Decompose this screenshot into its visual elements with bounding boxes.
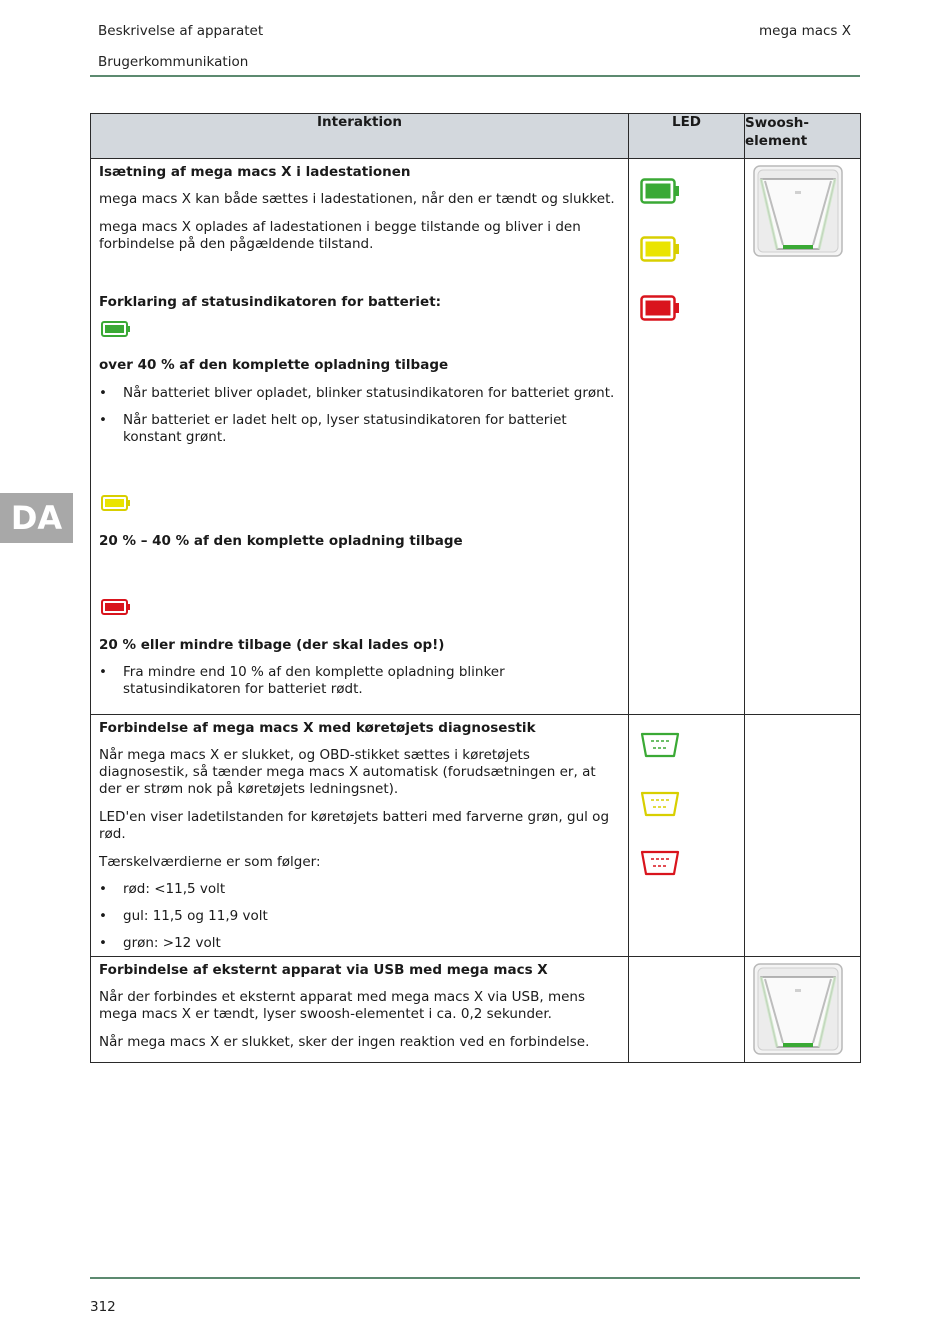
header-rule bbox=[90, 75, 860, 77]
device-swoosh-image bbox=[753, 165, 843, 257]
column-header-led: LED bbox=[629, 114, 745, 159]
header-subsection-title: Brugerkommunikation bbox=[98, 54, 249, 70]
row1-led-cell bbox=[629, 159, 745, 715]
row1-title: Isætning af mega macs X i ladestationen bbox=[99, 164, 411, 180]
battery-red-icon bbox=[640, 295, 680, 321]
threshold-list bbox=[99, 881, 618, 952]
header-product-name: mega macs X bbox=[758, 23, 851, 39]
row3-led-cell bbox=[629, 957, 745, 1063]
red-level-heading: 20 % eller mindre tilbage (der skal lades op!) bbox=[99, 637, 445, 653]
table-header-row bbox=[91, 114, 861, 159]
swoosh-header-line1: Swoosh- bbox=[745, 115, 809, 131]
row3-title: Forbindelse af eksternt apparat via USB med mega macs X bbox=[99, 962, 548, 978]
interaction-table bbox=[90, 113, 861, 1063]
row3-paragraph-2: Når mega macs X er slukket, sker der ingen reaktion ved en forbindelse. bbox=[99, 1034, 590, 1050]
obd-red-icon bbox=[640, 850, 680, 876]
language-tab: DA bbox=[0, 493, 73, 543]
row1-swoosh-cell bbox=[745, 159, 861, 715]
battery-red-icon bbox=[101, 599, 131, 615]
battery-green-icon bbox=[101, 321, 131, 337]
row2-paragraph-3: Tærskelværdierne er som følger: bbox=[99, 854, 321, 870]
row2-swoosh-cell bbox=[745, 715, 861, 957]
swoosh-header-line2: element bbox=[745, 133, 808, 149]
red-level-list bbox=[99, 664, 618, 698]
obd-green-icon bbox=[640, 732, 680, 758]
row2-paragraph-2: LED'en viser ladetilstanden for køretøjets batteri med farverne grøn, gul og rød. bbox=[99, 809, 610, 842]
list-item: • Når batteriet er ladet helt op, lyser statusindikatoren for batteriet konstant grønt. bbox=[99, 412, 618, 446]
row1-paragraph-1: mega macs X kan både sættes i ladestationen, når den er tændt og slukket. bbox=[99, 191, 615, 207]
battery-legend-heading: Forklaring af statusindikatoren for batteriet: bbox=[99, 294, 442, 310]
row2-led-cell bbox=[629, 715, 745, 957]
row3-interaction-cell bbox=[91, 957, 629, 1063]
row3-swoosh-cell bbox=[745, 957, 861, 1063]
battery-yellow-icon bbox=[640, 236, 680, 262]
row1-paragraph-2: mega macs X oplades af ladestationen i begge tilstande og bliver i den forbindelse på den pågældende tilstand. bbox=[99, 219, 581, 252]
yellow-level-heading: 20 % – 40 % af den komplette opladning tilbage bbox=[99, 533, 463, 549]
column-header-interaction: Interaktion bbox=[91, 114, 629, 159]
green-level-list bbox=[99, 385, 618, 446]
row2-paragraph-1: Når mega macs X er slukket, og OBD-stikket sættes i køretøjets diagnosestik, så tænder mega macs X automatisk (forudsætningen er, at der er strøm nok på køretøjets ledningsnet). bbox=[99, 747, 596, 797]
table-row bbox=[91, 159, 861, 715]
row2-interaction-cell bbox=[91, 715, 629, 957]
battery-green-icon bbox=[640, 178, 680, 204]
footer-rule bbox=[90, 1277, 860, 1279]
list-item: • Når batteriet bliver opladet, blinker statusindikatoren for batteriet grønt. bbox=[99, 385, 618, 402]
obd-yellow-icon bbox=[640, 791, 680, 817]
device-swoosh-image bbox=[753, 963, 843, 1055]
table-row bbox=[91, 957, 861, 1063]
column-header-swoosh bbox=[745, 114, 861, 159]
row3-paragraph-1: Når der forbindes et eksternt apparat med mega macs X via USB, mens mega macs X er tændt, lyser swoosh-elementet i ca. 0,2 sekunder. bbox=[99, 989, 586, 1022]
list-item: • grøn: >12 volt bbox=[99, 935, 618, 952]
battery-yellow-icon bbox=[101, 495, 131, 511]
list-item: • gul: 11,5 og 11,9 volt bbox=[99, 908, 618, 925]
page-number: 312 bbox=[90, 1299, 116, 1315]
row1-interaction-cell bbox=[91, 159, 629, 715]
table-row bbox=[91, 715, 861, 957]
list-item: • rød: <11,5 volt bbox=[99, 881, 618, 898]
list-item: • Fra mindre end 10 % af den komplette opladning blinker statusindikatoren for batteriet rødt. bbox=[99, 664, 618, 698]
header-section-title: Beskrivelse af apparatet bbox=[98, 23, 264, 39]
green-level-heading: over 40 % af den komplette opladning tilbage bbox=[99, 357, 449, 373]
row2-title: Forbindelse af mega macs X med køretøjets diagnosestik bbox=[99, 720, 536, 736]
